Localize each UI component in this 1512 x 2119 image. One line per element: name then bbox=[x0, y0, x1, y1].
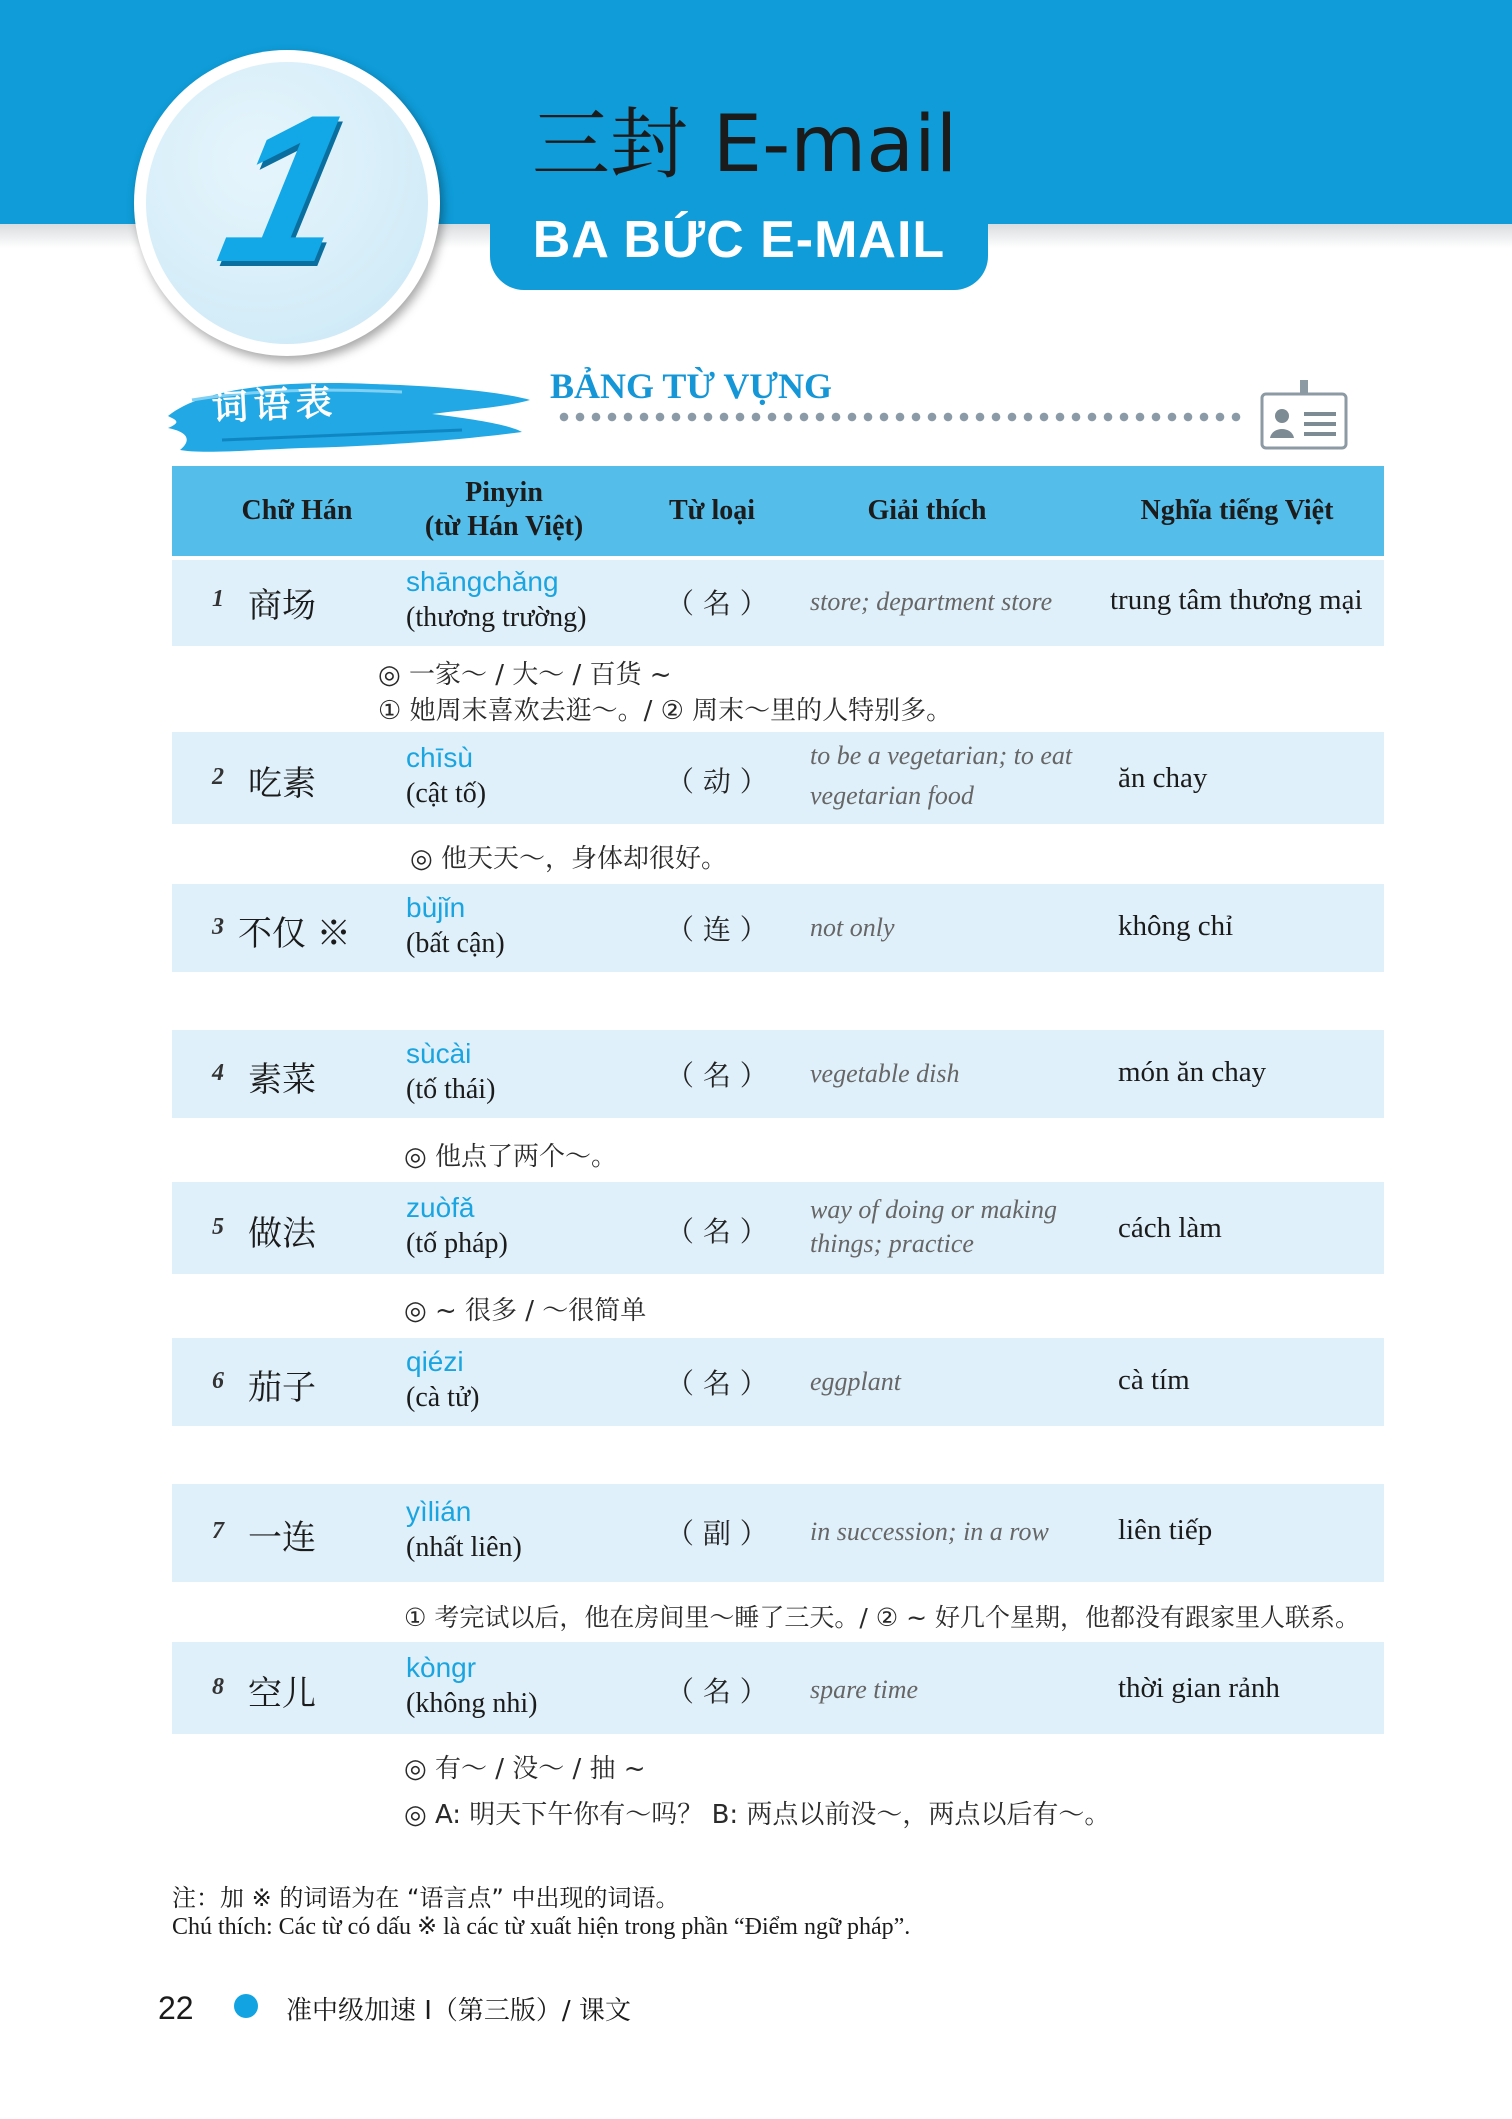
row-hanviet: (bất cận) bbox=[406, 928, 505, 959]
row-explanation: not only bbox=[810, 913, 895, 942]
row-explanation: store; department store bbox=[810, 587, 1053, 616]
row-vietnamese: cách làm bbox=[1118, 1212, 1222, 1244]
footer-book-title: 准中级加速 I（第三版）/ 课文 bbox=[286, 1996, 631, 2026]
row-explanation: spare time bbox=[810, 1675, 919, 1704]
example-line: ① 考完试以后，他在房间里～睡了三天。/ ② ~ 好几个星期，他都没有跟家里人联系。 bbox=[404, 1603, 1360, 1632]
vocab-row bbox=[172, 732, 1384, 824]
note-cn: 注：加 ※ 的词语为在 “语言点” 中出现的词语。 bbox=[172, 1884, 680, 1912]
row-hanzi: 空儿 bbox=[248, 1674, 316, 1714]
row-explanation: eggplant bbox=[810, 1367, 901, 1396]
row-vietnamese: liên tiếp bbox=[1118, 1514, 1213, 1546]
vocab-row bbox=[172, 1338, 1384, 1426]
row-part-of-speech: （ 名 ） bbox=[666, 1367, 768, 1400]
lesson-badge-inner bbox=[146, 62, 428, 344]
row-pinyin: chīsù bbox=[406, 742, 473, 773]
row-vietnamese: ăn chay bbox=[1118, 762, 1208, 794]
row-hanviet: (tố thái) bbox=[406, 1074, 496, 1105]
vocab-row bbox=[172, 1484, 1384, 1582]
row-pinyin: sùcài bbox=[406, 1038, 472, 1069]
row-pinyin: yìlián bbox=[406, 1496, 472, 1527]
row-vietnamese: trung tâm thương mại bbox=[1110, 584, 1363, 616]
row-number: 2 bbox=[212, 764, 224, 790]
row-hanviet: (thương trường) bbox=[406, 602, 587, 633]
vocab-row bbox=[172, 1182, 1384, 1274]
row-number: 8 bbox=[212, 1674, 224, 1700]
vocab-heading-cn: 词语表 bbox=[210, 381, 339, 430]
example-line: ◎ A: 明天下午你有～吗？ B: 两点以前没～，两点以后有～。 bbox=[404, 1800, 1111, 1830]
row-explanation: to be a vegetarian; to eat bbox=[810, 741, 1073, 770]
row-part-of-speech: （ 名 ） bbox=[666, 1059, 768, 1092]
row-hanzi: 商场 bbox=[248, 586, 316, 626]
row-number: 4 bbox=[212, 1060, 224, 1086]
vocab-table-header bbox=[172, 466, 1384, 556]
dotted-divider bbox=[556, 412, 1246, 422]
row-hanzi: 素菜 bbox=[248, 1060, 316, 1100]
row-hanzi: 做法 bbox=[248, 1214, 316, 1254]
row-hanzi: 茄子 bbox=[248, 1368, 316, 1408]
lesson-title-vi: BA BỨC E-MAIL bbox=[532, 211, 946, 269]
row-part-of-speech: （ 名 ） bbox=[666, 587, 768, 620]
vocab-row bbox=[172, 1030, 1384, 1118]
lesson-title-cn: 三封 E-mail bbox=[532, 100, 958, 190]
row-vietnamese: cà tím bbox=[1118, 1364, 1190, 1396]
example-line: ◎ 有～ / 没～ / 抽 ~ bbox=[404, 1754, 646, 1784]
header-pos: Từ loại bbox=[668, 495, 756, 526]
header-hanzi: Chữ Hán bbox=[241, 495, 353, 526]
row-pinyin: shāngchǎng bbox=[406, 566, 559, 597]
row-explanation: way of doing or making bbox=[810, 1195, 1057, 1224]
row-number: 6 bbox=[212, 1368, 224, 1394]
row-hanviet: (không nhi) bbox=[406, 1688, 538, 1719]
row-hanzi: 吃素 bbox=[248, 764, 316, 804]
row-hanviet: (cật tố) bbox=[406, 778, 487, 809]
row-pinyin: zuòfǎ bbox=[406, 1192, 475, 1223]
example-line: ◎ 一家～ / 大～ / 百货 ~ bbox=[378, 660, 672, 690]
row-vietnamese: thời gian rảnh bbox=[1118, 1672, 1280, 1704]
row-number: 1 bbox=[212, 586, 224, 612]
row-explanation-line2: vegetarian food bbox=[810, 781, 974, 810]
header-hanviet: (từ Hán Việt) bbox=[424, 511, 584, 542]
footer-bullet-dot bbox=[234, 1994, 258, 2018]
row-explanation-line2: things; practice bbox=[810, 1229, 974, 1258]
example-line: ◎ 他点了两个～。 bbox=[404, 1142, 617, 1172]
example-line: ◎ 他天天～，身体却很好。 bbox=[410, 844, 727, 874]
row-hanviet: (cà tử) bbox=[406, 1382, 480, 1413]
vocab-row bbox=[172, 884, 1384, 972]
row-hanviet: (tố pháp) bbox=[406, 1228, 508, 1259]
lesson-title-vi-pill bbox=[490, 198, 988, 290]
row-explanation: vegetable dish bbox=[810, 1059, 960, 1088]
header-explanation: Giải thích bbox=[867, 495, 987, 526]
vocab-row bbox=[172, 1642, 1384, 1734]
row-number: 7 bbox=[212, 1518, 224, 1544]
row-number: 3 bbox=[212, 914, 224, 940]
row-hanviet: (nhất liên) bbox=[406, 1532, 522, 1563]
row-pinyin: bùjǐn bbox=[406, 892, 466, 923]
row-part-of-speech: （ 动 ） bbox=[666, 765, 768, 798]
row-part-of-speech: （ 名 ） bbox=[666, 1675, 768, 1708]
vocab-row bbox=[172, 560, 1384, 646]
header-pinyin: Pinyin bbox=[465, 477, 543, 508]
header-vietnamese: Nghĩa tiếng Việt bbox=[1140, 495, 1334, 526]
row-part-of-speech: （ 名 ） bbox=[666, 1215, 768, 1248]
row-vietnamese: không chỉ bbox=[1118, 910, 1234, 942]
note-vi: Chú thích: Các từ có dấu ※ là các từ xuất hiện trong phần “Điểm ngữ pháp”. bbox=[172, 1914, 911, 1940]
row-part-of-speech: （ 连 ） bbox=[666, 913, 768, 946]
id-card-icon bbox=[1260, 380, 1348, 450]
example-line: ① 她周末喜欢去逛～。/ ② 周末～里的人特别多。 bbox=[378, 696, 953, 726]
example-line: ◎ ~ 很多 / ～很简单 bbox=[404, 1296, 647, 1326]
row-hanzi: 一连 bbox=[248, 1518, 316, 1558]
row-vietnamese: món ăn chay bbox=[1118, 1056, 1267, 1088]
row-part-of-speech: （ 副 ） bbox=[666, 1517, 768, 1550]
row-number: 5 bbox=[212, 1214, 224, 1240]
page-number: 22 bbox=[158, 1990, 194, 2026]
row-pinyin: qiézi bbox=[406, 1346, 464, 1377]
vocab-heading-vi: BẢNG TỪ VỰNG bbox=[550, 366, 833, 406]
row-pinyin: kòngr bbox=[406, 1652, 477, 1683]
lesson-number: 1 bbox=[203, 71, 371, 306]
row-hanzi: 不仅 ※ bbox=[238, 914, 351, 954]
lesson-badge bbox=[134, 50, 440, 356]
row-explanation: in succession; in a row bbox=[810, 1517, 1049, 1546]
